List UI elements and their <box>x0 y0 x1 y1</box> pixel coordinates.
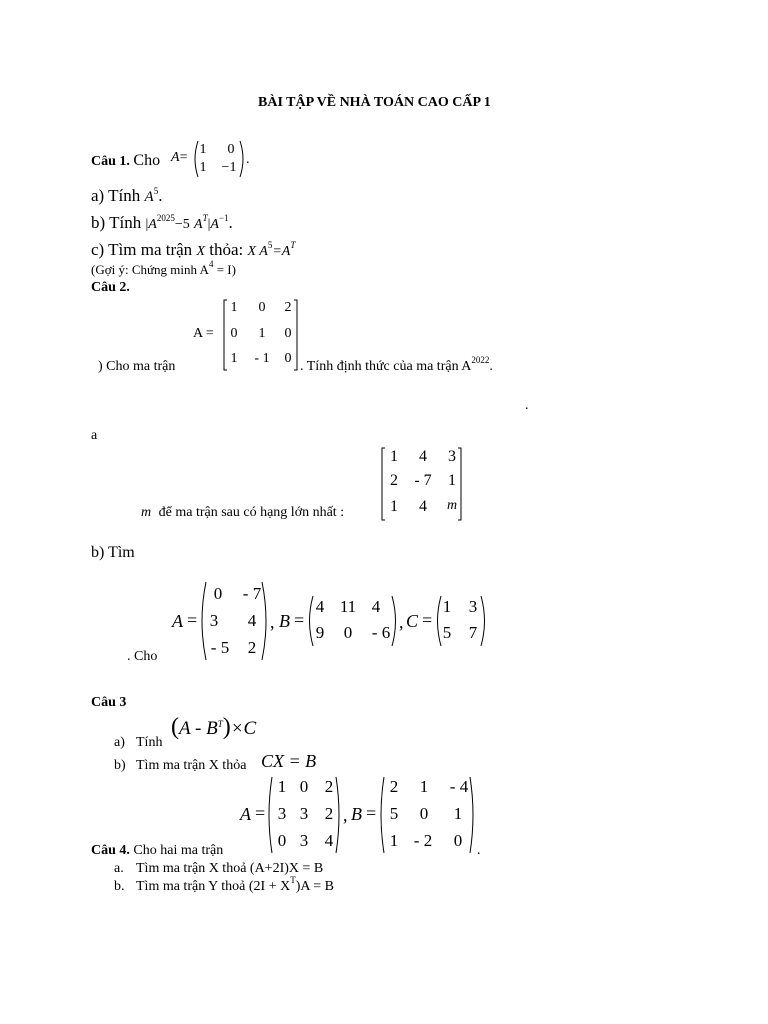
q2-A-matrix <box>207 584 267 660</box>
q4-a-marker: a. <box>114 861 124 876</box>
q4-end: . <box>477 843 481 858</box>
q4-A-eq: = <box>255 803 266 823</box>
q1-c-T: T <box>290 240 296 250</box>
q3-a-expr <box>171 714 256 741</box>
q1-b-A2: A <box>194 217 203 232</box>
q2-after-end: . <box>489 359 493 374</box>
q2-comma-2: , <box>399 612 404 632</box>
matrix-cell: 4 <box>315 597 325 616</box>
matrix-cell: 0 <box>258 300 266 315</box>
matrix-cell: 0 <box>284 351 292 366</box>
q1-b: b) Tính $|A^{2025}-5$ $A^T|A^{-1}$. <box>91 213 233 232</box>
q2-m-line <box>141 505 344 521</box>
q2-a-label: a <box>91 428 98 443</box>
q4-a-text: Tìm ma trận X thoả (A+2I)X = B <box>136 861 324 876</box>
q1-c-label: c) Tìm ma trận <box>91 240 193 259</box>
matrix-cell: 0 <box>453 831 463 850</box>
matrix-cell: 1 <box>230 300 238 315</box>
matrix-cell: 4 <box>371 597 381 616</box>
q4-b-T: T <box>290 875 296 885</box>
q4-b-pre: Tìm ma trận Y thoả (2I + X <box>136 879 291 894</box>
q2-after <box>300 355 493 375</box>
q2-m-symbol: m <box>141 505 152 520</box>
matrix-cell: 3 <box>448 448 456 465</box>
q4-text: Cho hai ma trận <box>133 843 224 858</box>
q4-heading <box>91 843 223 859</box>
q1-c-XA: X A <box>247 244 268 259</box>
q2-C-matrix <box>441 597 483 645</box>
q1-b-A3: A <box>210 217 219 232</box>
q2-C-eq: = <box>422 610 433 630</box>
q3-b-expr: CX = B <box>261 751 317 771</box>
matrix-cell: 0 <box>230 326 238 341</box>
matrix-cell: 1 <box>277 777 287 796</box>
matrix-cell: 3 <box>299 831 309 850</box>
q2-B-matrix <box>314 597 394 645</box>
q1-b-inv: −1 <box>218 213 229 223</box>
matrix-cell: 4 <box>247 611 257 630</box>
q2-label: Câu 2. <box>91 280 130 295</box>
q4-B-symbol: B <box>351 804 362 824</box>
matrix-cell: 1 <box>258 326 266 341</box>
matrix-cell: - 7 <box>414 472 432 489</box>
q2-comma-1: , <box>270 612 275 632</box>
q1-c-exp: 5 <box>267 240 273 250</box>
q1-heading <box>91 152 160 170</box>
q3-b-marker: b) <box>114 758 126 773</box>
q1-a <box>91 186 162 206</box>
matrix-cell: 2 <box>324 777 334 796</box>
matrix-cell: - 1 <box>254 351 270 366</box>
q1-eq: = <box>179 150 188 165</box>
q1-hint-exp: 4 <box>208 259 214 269</box>
q4-b-post: )A = B <box>295 879 334 894</box>
q2-cho: . Cho <box>127 649 158 664</box>
matrix-cell: 3 <box>277 804 287 823</box>
matrix-cell: 3 <box>299 804 309 823</box>
matrix-cell: 2 <box>284 300 292 315</box>
matrix-cell: 4 <box>419 448 427 465</box>
q2-B-eq: = <box>294 610 305 630</box>
q1-c-X: X <box>196 244 205 259</box>
matrix-cell: 4 <box>419 498 427 515</box>
q2-m-text: để ma trận sau có hạng lớn nhất : <box>158 505 345 520</box>
matrix-cell: 3 <box>209 611 219 630</box>
q3-a-text: Tính <box>136 735 163 750</box>
page-title: BÀI TẬP VỀ NHÀ TOÁN CAO CẤP 1 <box>258 95 491 110</box>
matrix-cell: 1 <box>448 472 456 489</box>
matrix-cell: - 7 <box>242 584 262 603</box>
matrix-cell: m <box>446 498 458 513</box>
q1-a-end: . <box>158 186 163 205</box>
matrix-cell: 2 <box>389 777 399 796</box>
q2-A-symbol: A <box>172 611 183 631</box>
matrix-cell: 1 <box>389 831 399 850</box>
q3-a-close: ) <box>222 714 231 740</box>
q1-c-eqA: =A <box>272 244 291 259</box>
q1-cho: Cho <box>133 152 161 169</box>
q4-label: Câu 4. <box>91 843 130 858</box>
q1-hint <box>91 259 236 278</box>
q4-b-marker: b. <box>114 879 125 894</box>
q1-a-expr: A <box>144 189 154 205</box>
matrix-cell: 1 <box>390 498 398 515</box>
q2-M-matrix <box>388 448 462 520</box>
q1-A-symbol: A <box>171 150 180 165</box>
q1-b-A: A <box>148 217 157 232</box>
q3-a-T: T <box>217 719 223 729</box>
q1-b-minus5: −5 <box>174 217 190 232</box>
matrix-cell: 5 <box>442 623 452 642</box>
matrix-cell: 1 <box>419 777 429 796</box>
q4-B-matrix <box>388 777 476 853</box>
matrix-cell: 4 <box>324 831 334 850</box>
matrix-cell: 1 <box>199 160 207 175</box>
q4-comma: , <box>343 805 348 825</box>
matrix-cell: 0 <box>277 831 287 850</box>
matrix-cell: 1 <box>453 804 463 823</box>
matrix-cell: 0 <box>213 584 223 603</box>
q1-b-T: T <box>202 213 208 223</box>
q1-hint-post: = I) <box>213 262 236 277</box>
matrix-cell: 1 <box>199 142 207 157</box>
q1-c-thoa: thỏa: <box>209 240 244 259</box>
matrix-cell: 0 <box>227 142 235 157</box>
q1-A-lhs <box>171 150 187 166</box>
matrix-cell: 1 <box>442 597 452 616</box>
matrix-cell: 2 <box>324 804 334 823</box>
q2-C-symbol: C <box>406 611 419 631</box>
q3-a-times: ×C <box>230 718 257 739</box>
matrix-cell: 2 <box>390 472 398 489</box>
matrix-cell: 0 <box>419 804 429 823</box>
matrix-cell: 1 <box>230 351 238 366</box>
q1-b-end: . <box>228 213 233 232</box>
q3-a-body: A - B <box>179 718 218 739</box>
q4-b-text <box>136 875 334 895</box>
q3-a-open: ( <box>171 714 179 740</box>
q2-after-text: . Tính định thức của ma trận A <box>300 359 472 374</box>
q4-A-matrix <box>276 777 342 853</box>
q3-a-marker: a) <box>114 735 125 750</box>
q2-cho: ) Cho ma trận <box>98 359 176 374</box>
q4-A-symbol: A <box>240 804 251 824</box>
matrix-cell: 11 <box>339 597 357 616</box>
q2-after-exp: 2022 <box>471 355 490 365</box>
q2-B-symbol: B <box>279 611 290 631</box>
matrix-cell: 3 <box>468 597 478 616</box>
q1-b-label: b) Tính <box>91 213 142 232</box>
q2-stray-dot: . <box>525 398 529 413</box>
q1-a-exp: 5 <box>153 186 159 196</box>
q1-a-label: a) Tính <box>91 186 141 205</box>
matrix-cell: 9 <box>315 623 325 642</box>
matrix-cell: 7 <box>468 623 478 642</box>
q1-period: . <box>246 152 250 167</box>
matrix-cell: 0 <box>284 326 292 341</box>
matrix-cell: 1 <box>390 448 398 465</box>
q2-b-label: b) Tìm <box>91 544 135 561</box>
matrix-cell: - 4 <box>449 777 469 796</box>
matrix-cell: - 6 <box>371 623 391 642</box>
q2-A-lhs: A = <box>193 326 214 341</box>
q1-b-exp: 2025 <box>156 213 175 223</box>
q2-A-eq: = <box>187 610 198 630</box>
q1-c <box>91 240 295 260</box>
matrix-cell: −1 <box>221 160 237 175</box>
q1-label: Câu 1. <box>91 154 130 169</box>
q3-label: Câu 3 <box>91 695 127 710</box>
q3-b-text: Tìm ma trận X thỏa <box>136 758 247 773</box>
q2-matrix <box>228 300 298 370</box>
q1-matrix <box>198 142 244 176</box>
matrix-cell: 5 <box>389 804 399 823</box>
matrix-cell: - 5 <box>210 638 230 657</box>
matrix-cell: 0 <box>299 777 309 796</box>
matrix-cell: 0 <box>343 623 353 642</box>
q1-hint-pre: (Gợi ý: Chứng minh A <box>91 262 209 277</box>
matrix-cell: - 2 <box>413 831 433 850</box>
q4-B-eq: = <box>366 803 377 823</box>
matrix-cell: 2 <box>247 638 257 657</box>
